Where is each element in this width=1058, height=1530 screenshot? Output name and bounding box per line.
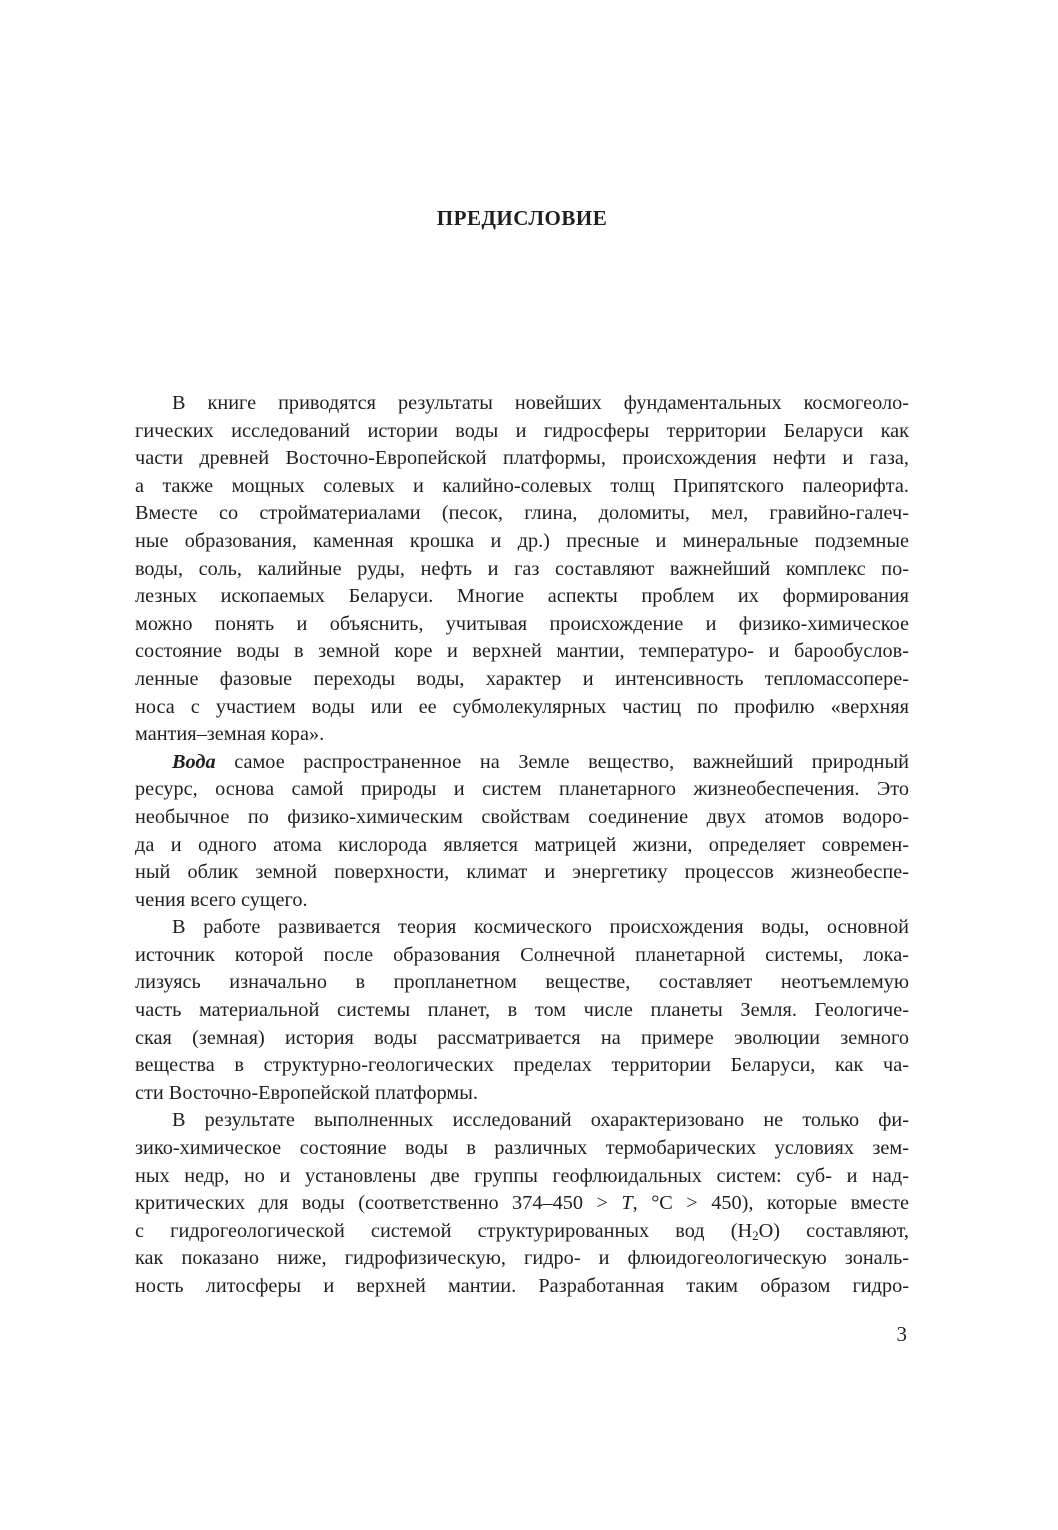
text-line: Вместе со стройматериалами (песок, глина, доломиты, мел, гравийно-галеч- <box>135 502 909 525</box>
page-title: ПРЕДИСЛОВИЕ <box>436 206 608 230</box>
text-line: вещества в структурно-геологических пределах территории Беларуси, как ча- <box>135 1054 909 1077</box>
text-line: ская (земная) история воды рассматривается на примере эволюции земного <box>135 1026 909 1049</box>
text-line: ный облик земной поверхности, климат и энергетику процессов жизнеобеспе- <box>135 861 909 884</box>
text-line: можно понять и объяснить, учитывая происхождение и физико-химическое <box>135 612 909 635</box>
text-fragment: с гидрогеологической системой структурированных вод (H <box>135 1219 753 1242</box>
text-line: ность литосферы и верхней мантии. Разработанная таким образом гидро- <box>135 1275 909 1297</box>
text-line: лизуясь изначально в пропланетном веществе, составляет неотъемлемую <box>135 971 909 994</box>
text-line: В книге приводятся результаты новейших фундаментальных космогеоло- <box>172 392 909 414</box>
paragraph-4 <box>135 1107 909 1300</box>
text-line <box>135 1190 909 1218</box>
text-line: часть материальной системы планет, в том числе планеты Земля. Геологиче- <box>135 999 909 1022</box>
text-line: источник которой после образования Солнечной планетарной системы, лока- <box>135 943 909 966</box>
text-fragment: самое распространенное на Земле вещество, важнейший природный <box>215 750 909 773</box>
text-line: сти Восточно-Европейской платформы. <box>135 1081 478 1104</box>
text-fragment: O) составляют, <box>758 1219 909 1242</box>
text-line <box>135 1218 909 1246</box>
paragraph-2 <box>135 749 909 915</box>
subscript: 2 <box>752 1227 759 1243</box>
term-voda: Вода <box>172 750 216 773</box>
text-line: воды, соль, калийные руды, нефть и газ составляют важнейший комплекс по- <box>135 557 909 580</box>
text-line: части древней Восточно-Европейской платформы, происхождения нефти и газа, <box>135 447 909 470</box>
paragraph-1 <box>135 390 909 749</box>
text-fragment: критических для воды (соответственно 374–450 > <box>135 1192 622 1215</box>
text-line: необычное по физико-химическим свойствам соединение двух атомов водоро- <box>135 805 909 828</box>
variable-t: T <box>621 1192 633 1215</box>
text-line: носа с участием воды или ее субмолекулярных частиц по профилю «верхняя <box>135 695 909 718</box>
body-text <box>135 390 909 1301</box>
text-line: ные образования, каменная крошка и др.) пресные и минеральные подземные <box>135 529 909 552</box>
text-fragment: , °С > 450), которые вместе <box>632 1192 910 1215</box>
text-line: как показано ниже, гидрофизическую, гидро- и флюидогеологическую зональ- <box>135 1247 909 1270</box>
page-number: 3 <box>896 1322 907 1346</box>
text-line: а также мощных солевых и калийно-солевых толщ Припятского палеорифта. <box>135 474 909 497</box>
text-line: В результате выполненных исследований охарактеризовано не только фи- <box>172 1109 909 1132</box>
text-line: состояние воды в земной коре и верхней мантии, температуро- и барообуслов- <box>135 640 909 663</box>
text-line: ных недр, но и установлены две группы геофлюидальных систем: суб- и над- <box>135 1164 909 1187</box>
text-line: зико-химическое состояние воды в различных термобарических условиях зем- <box>135 1137 909 1160</box>
text-line: мантия–земная кора». <box>135 723 325 746</box>
text-line: В работе развивается теория космического происхождения воды, основной <box>172 916 909 939</box>
text-line: да и одного атома кислорода является матрицей жизни, определяет современ- <box>135 833 909 856</box>
text-line: лезных ископаемых Беларуси. Многие аспекты проблем их формирования <box>135 585 909 608</box>
text-line: ленные фазовые переходы воды, характер и интенсивность тепломассоперe- <box>135 667 909 690</box>
text-line <box>135 749 909 777</box>
paragraph-3 <box>135 914 909 1107</box>
text-line: гических исследований истории воды и гидросферы территории Беларуси как <box>135 419 909 442</box>
text-line: ресурс, основа самой природы и систем планетарного жизнеобеспечения. Это <box>135 778 909 801</box>
text-line: чения всего сущего. <box>135 888 308 911</box>
